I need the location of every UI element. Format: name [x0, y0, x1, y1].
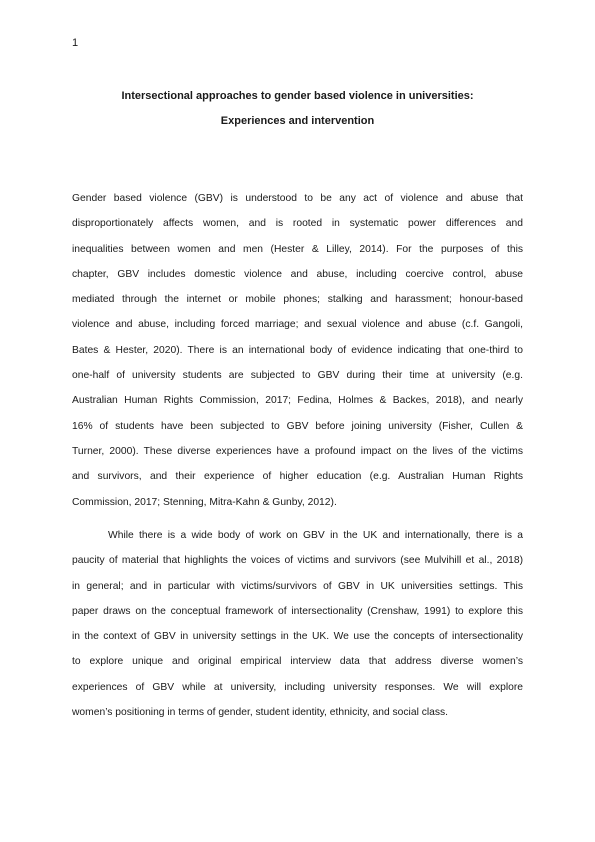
paragraph-line: in the context of GBV in university settings in the UK. We use the concepts of intersectionality: [72, 631, 523, 643]
paragraph-line: women’s positioning in terms of gender, student identity, ethnicity, and social class.: [72, 707, 449, 719]
paragraph-2: [72, 523, 523, 725]
title-line-1: Intersectional approaches to gender based violence in universities:: [121, 90, 474, 102]
paragraph-line: While there is a wide body of work on GBV in the UK and internationally, there is a: [108, 530, 523, 541]
paragraph-line: experiences of GBV while at university, including university responses. We will explore: [72, 681, 523, 693]
paragraph-line: Gender based violence (GBV) is understood to be any act of violence and abuse that: [72, 193, 523, 204]
paragraph-line: 16% of students have been subjected to GBV before joining university (Fisher, Cullen &: [72, 420, 523, 432]
paragraph-line: paucity of material that highlights the voices of victims and survivors (see Mulvihill et al., 2018): [72, 555, 523, 567]
paragraph-line: Australian Human Rights Commission, 2017; Fedina, Holmes & Backes, 2018), and nearly: [72, 395, 523, 407]
paragraph-line: Bates & Hester, 2020). There is an international body of evidence indicating that one-third to: [72, 344, 523, 356]
paragraph-line: chapter, GBV includes domestic violence and abuse, including coercive control, abuse: [72, 268, 523, 280]
paragraph-1: [72, 186, 523, 515]
paragraph-line: inequalities between women and men (Hester & Lilley, 2014). For the purposes of this: [72, 243, 523, 255]
paragraph-line: mediated through the internet or mobile phones; stalking and harassment; honour-based: [72, 294, 523, 306]
paragraph-line: to explore unique and original empirical interview data that address diverse women’s: [72, 656, 523, 668]
paragraph-line: Commission, 2017; Stenning, Mitra-Kahn & Gunby, 2012).: [72, 496, 337, 508]
paragraph-line: in general; and in particular with victims/survivors of GBV in UK universities settings. This: [72, 580, 523, 592]
paragraph-line: Turner, 2000). These diverse experiences have a profound impact on the lives of the victims: [72, 445, 523, 457]
paragraph-line: and survivors, and their experience of higher education (e.g. Australian Human Rights: [72, 471, 523, 483]
title-line-2: Experiences and intervention: [220, 115, 375, 127]
paragraph-line: paper draws on the conceptual framework of intersectionality (Crenshaw, 1991) to explore this: [72, 605, 523, 617]
paragraph-line: one-half of university students are subjected to GBV during their time at university (e.g.: [72, 370, 523, 382]
page-number: 1: [72, 37, 79, 49]
paragraph-line: violence and abuse, including forced marriage; and sexual violence and abuse (c.f. Gangoli,: [72, 319, 523, 331]
paragraph-line: disproportionately affects women, and is rooted in systematic power differences and: [72, 218, 523, 230]
